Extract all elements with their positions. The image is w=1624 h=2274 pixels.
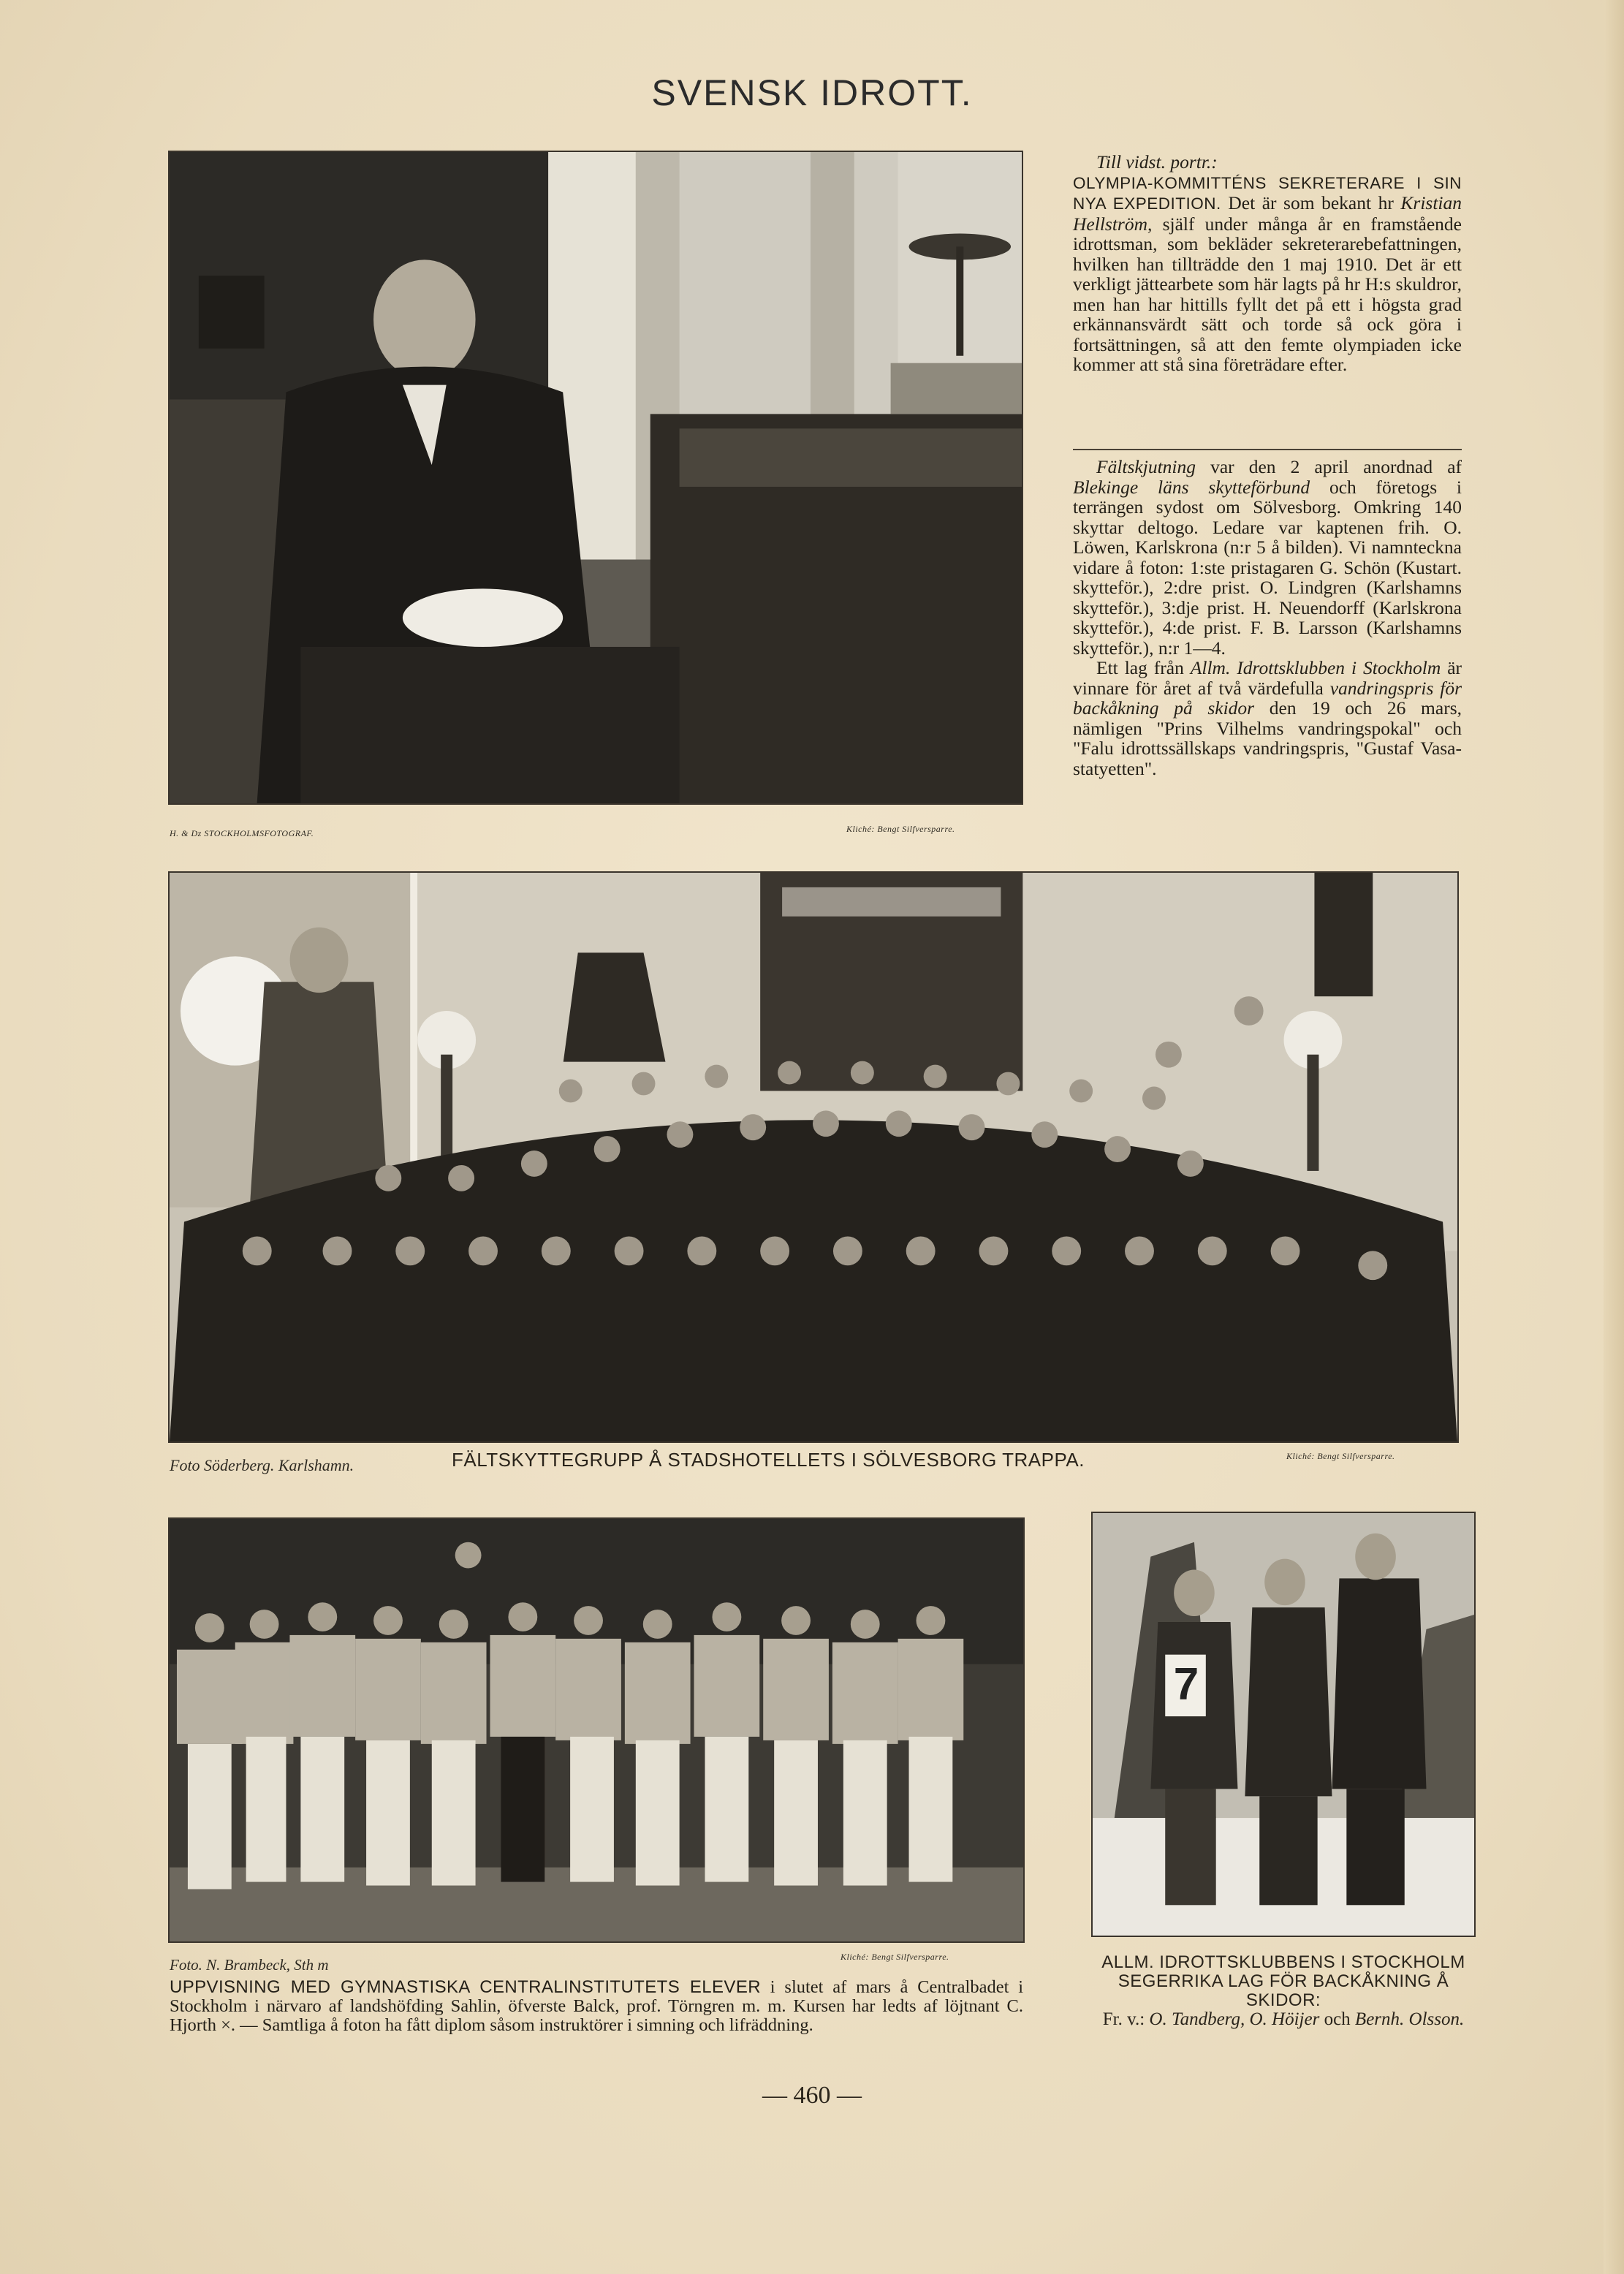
- photo-credit-brambeck: Foto. N. Brambeck, Sth m: [170, 1956, 329, 1974]
- ski-team-caption-names: [1096, 2010, 1471, 2029]
- page-number: — 460 —: [762, 2082, 862, 2109]
- caption-conjunction: och: [1324, 2009, 1351, 2029]
- divider-rule: [1073, 449, 1462, 450]
- ski-team-caption: [1096, 1953, 1471, 2029]
- gymnastics-caption-heading: UPPVISNING MED GYMNASTISKA CENTRALINSTITUTETS ELEVER: [170, 1977, 761, 1997]
- article-text: Ett lag från: [1096, 657, 1184, 678]
- field-shooters-caption: FÄLTSKYTTEGRUPP Å STADSHOTELLETS I SÖLVESBORG TRAPPA.: [452, 1449, 1085, 1471]
- article-text: Det är som bekant hr: [1228, 192, 1394, 213]
- article-text: själf under många år en framstående idrottsman, som bekläder sekreterarebefattningen, hvilken han tillträdde den 1 maj 1910. Det är ett verkligt jättearbete som här lagts på hr H:s skuldror, men han har hittills fyllt det på ett i högsta grad erkännansvärdt sätt och torde så ock göra i fortsättningen, så att den femte olympiaden icke kommer att stå sina företrädare efter.: [1073, 213, 1462, 375]
- ski-team-caption-heading: ALLM. IDROTTSKLUBBENS I STOCKHOLM SEGERRIKA LAG FÖR BACKÅKNING Å SKIDOR:: [1101, 1952, 1465, 2010]
- sidebar-article-1: [1073, 152, 1462, 375]
- kliche-credit-3: Kliché: Bengt Silfversparre.: [841, 1952, 949, 1962]
- article-text: var den 2 april anordnad af: [1210, 456, 1462, 477]
- organisation-name: Blekinge läns skytteförbund: [1073, 476, 1310, 498]
- bib-number: 7: [1173, 1659, 1199, 1710]
- page-title: SVENSK IDROTT.: [651, 72, 973, 113]
- page-edge: [1604, 0, 1624, 2274]
- club-name: Allm. Idrottsklubben i Stockholm: [1190, 657, 1441, 678]
- caption-prefix: Fr. v.:: [1102, 2009, 1145, 2029]
- field-shooters-group-photo: [168, 871, 1459, 1443]
- photo-credit-left: H. & Dz STOCKHOLMSFOTOGRAF.: [170, 828, 314, 838]
- gymnastics-caption: [170, 1978, 1023, 2035]
- kliche-credit-2: Kliché: Bengt Silfversparre.: [1286, 1451, 1395, 1461]
- article-text: är vinnare för året af två värdefulla: [1073, 657, 1462, 699]
- article-lead: Fältskjutning: [1096, 456, 1196, 477]
- skier-names: O. Tandberg, O. Höijer: [1149, 2009, 1320, 2029]
- article-text: den 19 och 26 mars, nämligen "Prins Vilhelms vandringspokal" och "Falu idrottssällskaps vandringspris, "Gustaf Vasa-statyetten".: [1073, 697, 1462, 779]
- person-name: Kristian Hellström,: [1073, 192, 1462, 235]
- gymnastics-group-photo: [168, 1517, 1025, 1943]
- portrait-photo: [168, 151, 1023, 805]
- kliche-credit: Kliché: Bengt Silfversparre.: [846, 824, 955, 834]
- sidebar-heading: Till vidst. portr.:: [1096, 151, 1218, 173]
- ski-team-photo: [1091, 1512, 1476, 1937]
- skier-name-last: Bernh. Olsson.: [1354, 2009, 1465, 2029]
- article-text: och företogs i terrängen sydost om Sölvesborg. Omkring 140 skyttar deltogo. Ledare var kaptenen frih. O. Löwen, Karlskrona (n:r 5 å bilden). Vi namnteckna vidare å foton: 1:ste pristagaren G. Schön (Kustart. skytteför.), 2:dre prist. O. Lindgren (Karlshamns skytteför.), 3:dje prist. H. Neuendorff (Karlskrona skytteför.), 4:de prist. F. B. Larsson (Karlshamns skytteför.), n:r 1—4.: [1073, 476, 1462, 659]
- article-heading-olympia: OLYMPIA-KOMMITTÉNS SEKRETERARE I SIN NYA EXPEDITION.: [1073, 173, 1462, 213]
- photo-credit-soderberg: Foto Söderberg. Karlshamn.: [170, 1456, 354, 1474]
- prize-name: vandringspris för backåkning på skidor: [1073, 677, 1462, 719]
- sidebar-article-2: [1073, 457, 1462, 778]
- gymnastics-caption-text: i slutet af mars å Centralbadet i Stockholm i närvaro af landshöfding Sahlin, öfverste Balck, prof. Törngren m. m. Kursen har ledts af löjtnant C. Hjorth ×. — Samtliga å foton ha fått diplom såsom instruktörer i simning och lifräddning.: [170, 1977, 1023, 2035]
